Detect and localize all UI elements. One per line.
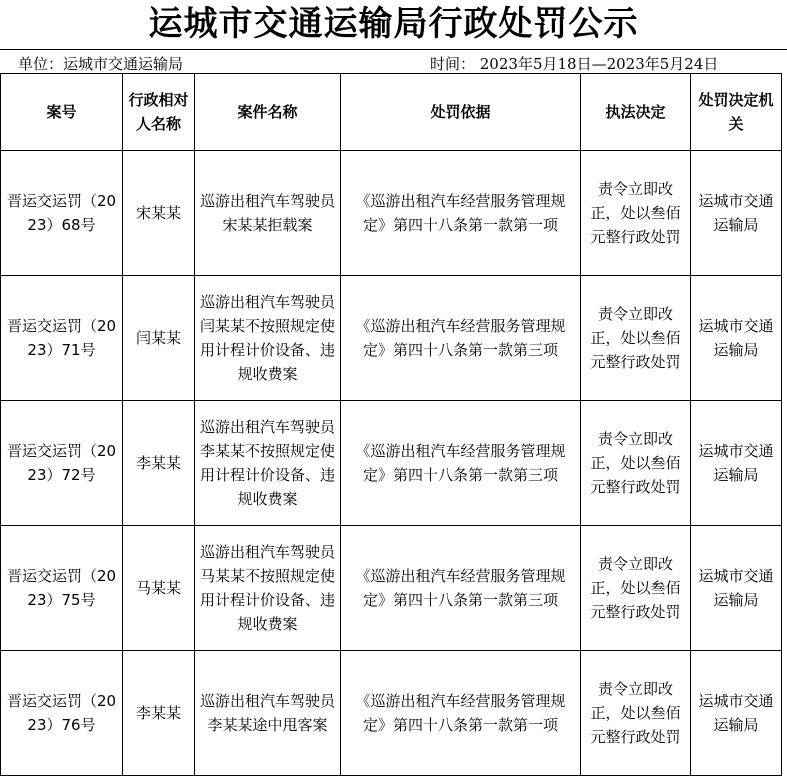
cell-case-no: 晋运交运罚（2023）75号 xyxy=(1,526,123,651)
header-basis: 处罚依据 xyxy=(341,74,581,151)
cell-case-name: 巡游出租汽车驾驶员李某某途中甩客案 xyxy=(195,651,341,776)
cell-case-no: 晋运交运罚（2023）71号 xyxy=(1,276,123,401)
cell-case-name: 巡游出租汽车驾驶员闫某某不按照规定使用计程计价设备、违规收费案 xyxy=(195,276,341,401)
cell-authority: 运城市交通运输局 xyxy=(691,401,782,526)
period-label: 时间： 2023年5月18日—2023年5月24日 xyxy=(430,55,719,73)
cell-party: 闫某某 xyxy=(123,276,195,401)
table-row xyxy=(1,651,782,776)
cell-case-name: 巡游出租汽车驾驶员马某某不按照规定使用计程计价设备、违规收费案 xyxy=(195,526,341,651)
header-decision: 执法决定 xyxy=(581,74,691,151)
table-row xyxy=(1,276,782,401)
cell-decision: 责令立即改正，处以叁佰元整行政处罚 xyxy=(581,526,691,651)
header-case-name: 案件名称 xyxy=(195,74,341,151)
cell-basis: 《巡游出租汽车经营服务管理规定》第四十八条第一款第一项 xyxy=(341,151,581,276)
cell-authority: 运城市交通运输局 xyxy=(691,151,782,276)
cell-basis: 《巡游出租汽车经营服务管理规定》第四十八条第一款第三项 xyxy=(341,526,581,651)
cell-case-no: 晋运交运罚（2023）72号 xyxy=(1,401,123,526)
cell-decision: 责令立即改正，处以叁佰元整行政处罚 xyxy=(581,151,691,276)
cell-decision: 责令立即改正，处以叁佰元整行政处罚 xyxy=(581,651,691,776)
cell-case-no: 晋运交运罚（2023）68号 xyxy=(1,151,123,276)
cell-authority: 运城市交通运输局 xyxy=(691,651,782,776)
page-title: 运城市交通运输局行政处罚公示 xyxy=(148,4,639,44)
cell-basis: 《巡游出租汽车经营服务管理规定》第四十八条第一款第一项 xyxy=(341,651,581,776)
table-row xyxy=(1,401,782,526)
table-header-row xyxy=(1,74,782,151)
unit-label: 单位：运城市交通运输局 xyxy=(18,55,184,73)
header-authority: 处罚决定机关 xyxy=(691,74,782,151)
cell-case-no: 晋运交运罚（2023）76号 xyxy=(1,651,123,776)
cell-decision: 责令立即改正，处以叁佰元整行政处罚 xyxy=(581,401,691,526)
header-party: 行政相对人名称 xyxy=(123,74,195,151)
table-row xyxy=(1,526,782,651)
cell-basis: 《巡游出租汽车经营服务管理规定》第四十八条第一款第三项 xyxy=(341,276,581,401)
cell-party: 李某某 xyxy=(123,401,195,526)
cell-authority: 运城市交通运输局 xyxy=(691,276,782,401)
cell-party: 马某某 xyxy=(123,526,195,651)
cell-case-name: 巡游出租汽车驾驶员宋某某拒载案 xyxy=(195,151,341,276)
cell-authority: 运城市交通运输局 xyxy=(691,526,782,651)
cell-case-name: 巡游出租汽车驾驶员李某某不按照规定使用计程计价设备、违规收费案 xyxy=(195,401,341,526)
cell-party: 李某某 xyxy=(123,651,195,776)
table-row xyxy=(1,151,782,276)
cell-basis: 《巡游出租汽车经营服务管理规定》第四十八条第一款第三项 xyxy=(341,401,581,526)
cell-party: 宋某某 xyxy=(123,151,195,276)
penalty-table xyxy=(0,73,782,776)
header-case-no: 案号 xyxy=(1,74,123,151)
meta-bar xyxy=(0,50,787,74)
cell-decision: 责令立即改正，处以叁佰元整行政处罚 xyxy=(581,276,691,401)
